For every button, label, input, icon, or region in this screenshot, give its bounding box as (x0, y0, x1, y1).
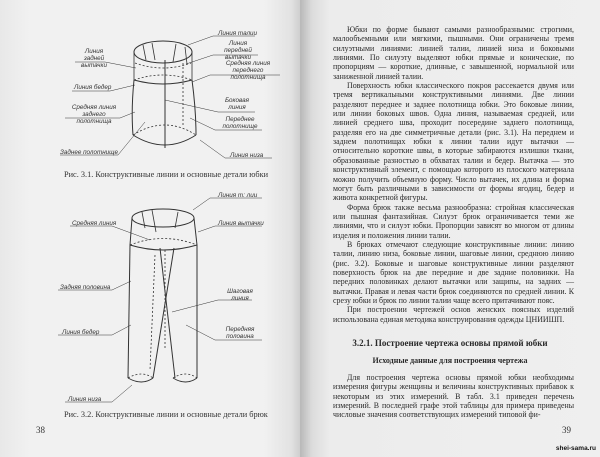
body-text (333, 373, 574, 420)
paragraph: Форма брюк также весьма разнообразна: стройная классическая или пышная фантазийная. Силуэт брюк ограничивается теми же линиями, что и силуэт юбки. Пропорции зависят во многом от длины изделия и положения линии талии. (333, 202, 574, 240)
label-front-dart: Линия передней вытачки (224, 40, 252, 61)
label-center-line: Средняя линия (72, 220, 117, 227)
label-hem-line: Линия низа (230, 152, 264, 159)
label-hip-line: Линия бедер (62, 329, 100, 336)
label-back-half: Задняя половина (60, 284, 111, 291)
trousers-drawing (128, 209, 197, 382)
label-front-center: Средняя линия переднего полотнища (225, 60, 271, 81)
right-page (300, 0, 600, 457)
watermark: shei-sama.ru (555, 445, 596, 452)
label-back-center: Средняя линия заднего полотнища (71, 104, 117, 125)
paragraph: Юбки по форме бывают самыми разнообразными: строгими, малообъемными или мягкими, пышными. Они ограничены тремя силуэтными линиями: линией талии, линией низа и боковыми линиями. По силуэту выделяют юбки прямые и конические, по пропорциям — короткие, длинные, с завышенной, нормальной или заниженной линией талии. (333, 25, 574, 81)
label-side-line: Боковая линия (224, 97, 250, 111)
paragraph: При построении чертежей основ женских поясных изделий использована единая методика конструирования одежды ЦНИИШП. (333, 305, 574, 324)
label-hem-line: Линия низа (68, 396, 102, 403)
label-inseam: Шаговая линия (227, 288, 253, 302)
label-hip-line: Линия бедер (74, 84, 112, 91)
page-number: 38 (36, 425, 45, 435)
figure-caption: Рис. 3.2. Конструктивные линии и основные детали брюк (64, 410, 268, 419)
label-back-dart: Линия задней вытачки (81, 48, 107, 69)
body-text (333, 25, 574, 324)
label-front-panel: Переднее полотнище (222, 116, 258, 130)
section-heading: 3.2.1. Построение чертежа основы прямой юбки (352, 338, 548, 348)
label-front-half: Передняя половина (225, 326, 255, 340)
paragraph: Для построения чертежа основы прямой юбки необходимы измерения фигуры женщины и величины конструктивных прибавок к некоторым из этих измерений. В табл. 3.1 приведен перечень измерений. В последней графе этой таблицы для примера приведены числовые значения соответствующих измерений типовой фи- (333, 373, 574, 420)
page-number: 39 (562, 425, 571, 435)
paragraph: Поверхность юбки классического покроя рассекается двумя или тремя вертикальными конструктивными линиями. Две линии разделяют переднее и заднее полотнища юбки. Это боковые линии, или линии боковых швов. Одна линия, называемая средней, или линией среднего шва, проходит посередине заднего полотнища, разделяя его на две симметричные детали (рис. 3.1). На переднем и заднем полотнищах юбки к линии талии идут вытачки — относительно короткие швы, в которые забираются излишки ткани, образованные разностью в обхватах талии и бедер. Вытачка — это конструктивный элемент, с помощью которого из плоского материала можно получить объемную форму. Число вытачек, их длина и форма могут быть различными в зависимости от формы ягодиц, бедер и живота конкретной фигуры. (333, 81, 574, 203)
label-back-panel: Заднее полотнище (60, 149, 119, 156)
paragraph: В брюках отмечают следующие конструктивные линии: линию талии, линию низа, боковые линии, шаговые линии, среднюю линию (рис. 3.2). Боковые и шаговые конструктивные линии разделяют поверхность брюк на две передние и две задние половинки. На передних половинках делают вытачки или защипы, на задних — вытачки. Правая и левая части брюк соединяются по средней линии. К срезу юбки и брюк по линии талии чаще всего притачивают пояс. (333, 239, 574, 305)
skirt-drawing (132, 41, 196, 148)
subheading: Исходные данные для построения чертежа (372, 356, 528, 365)
figure-caption: Рис. 3.1. Конструктивные линии и основные детали юбки (64, 170, 269, 179)
label-waist-line: Линия т: лии (218, 192, 258, 199)
label-dart-line: Линия вытачки (218, 220, 264, 227)
label-waist-line: Линия талии (218, 30, 258, 37)
